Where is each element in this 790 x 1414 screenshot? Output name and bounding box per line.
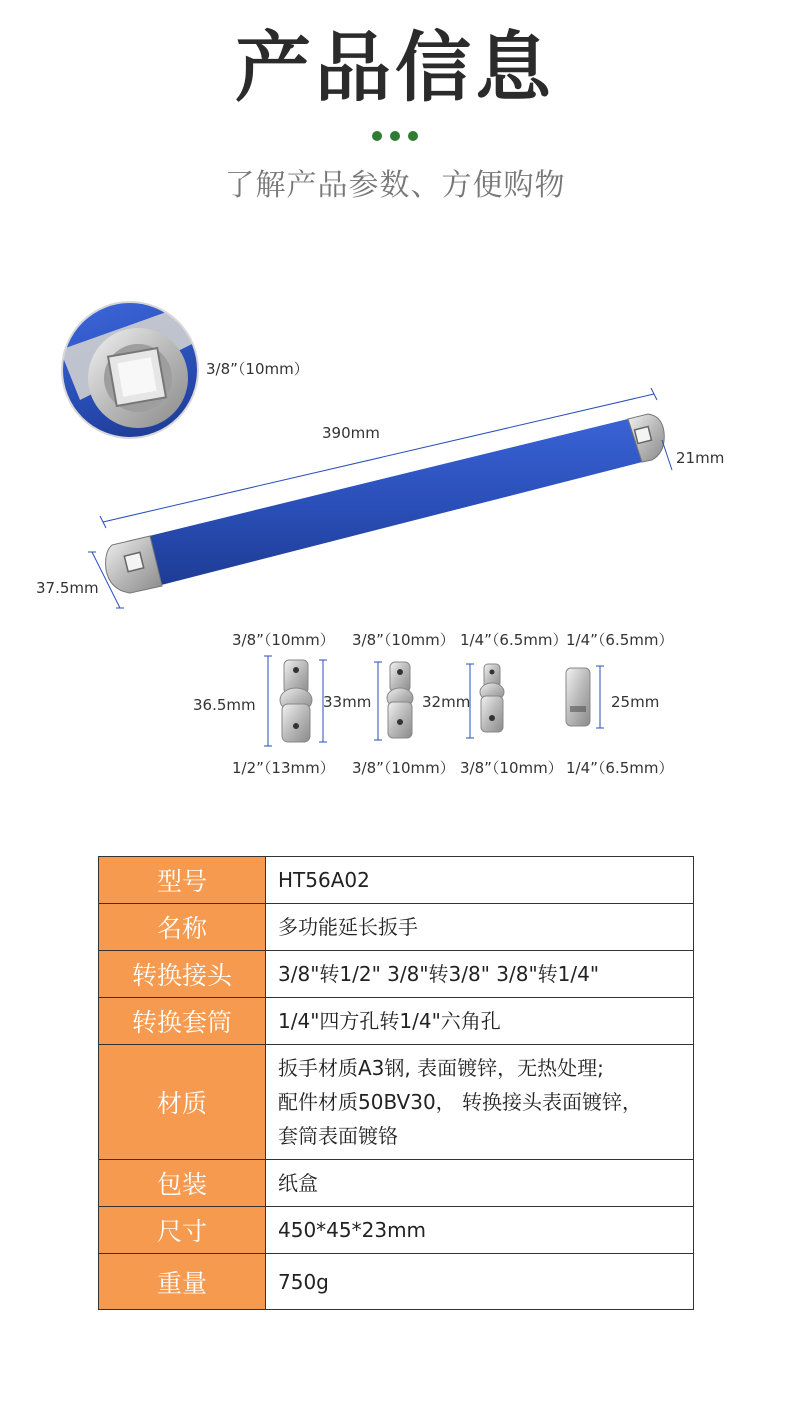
spec-key: 转换套筒 xyxy=(99,998,266,1045)
large-width-label: 37.5mm xyxy=(36,579,99,597)
adapter-height-label: 36.5mm xyxy=(193,696,256,714)
adapter-bottom-label: 1/2”（13mm） xyxy=(232,759,335,777)
adapter-height-label: 32mm xyxy=(422,693,471,711)
adapter-top-label: 3/8”（10mm） xyxy=(352,631,455,649)
spec-key: 材质 xyxy=(99,1045,266,1160)
table-row xyxy=(99,951,694,998)
spec-key: 型号 xyxy=(99,857,266,904)
adapter-height-label: 25mm xyxy=(611,693,660,711)
spec-key: 名称 xyxy=(99,904,266,951)
page-title: 产品信息 xyxy=(235,23,555,112)
drive-size-label: 3/8”（10mm） xyxy=(206,360,309,378)
divider-dots xyxy=(370,131,420,143)
adapter-bottom-label: 3/8”（10mm） xyxy=(352,759,455,777)
spec-value: 750g xyxy=(266,1254,694,1310)
table-row xyxy=(99,1254,694,1310)
page-subtitle: 了解产品参数、方便购物 xyxy=(224,168,566,203)
length-label: 390mm xyxy=(322,424,380,442)
spec-value: 多功能延长扳手 xyxy=(266,904,694,951)
adapter-top-label: 1/4”（6.5mm） xyxy=(566,631,674,649)
adapter-top-label: 3/8”（10mm） xyxy=(232,631,335,649)
spec-value: 纸盒 xyxy=(266,1160,694,1207)
wrench-illustration xyxy=(0,290,790,800)
dot-icon xyxy=(408,131,418,141)
spec-value: 1/4"四方孔转1/4"六角孔 xyxy=(266,998,694,1045)
table-row xyxy=(99,1045,694,1160)
product-figure xyxy=(0,290,790,800)
table-row xyxy=(99,998,694,1045)
dot-icon xyxy=(372,131,382,141)
adapter-bottom-label: 3/8”（10mm） xyxy=(460,759,563,777)
table-row xyxy=(99,904,694,951)
dot-icon xyxy=(390,131,400,141)
table-row xyxy=(99,857,694,904)
spec-key: 包装 xyxy=(99,1160,266,1207)
spec-key: 尺寸 xyxy=(99,1207,266,1254)
wrench-body-icon xyxy=(106,414,665,593)
adapter-bottom-label: 1/4”（6.5mm） xyxy=(566,759,674,777)
spec-value: HT56A02 xyxy=(266,857,694,904)
spec-key: 转换接头 xyxy=(99,951,266,998)
spec-table xyxy=(98,856,694,1310)
spec-value: 扳手材质A3钢, 表面镀锌，无热处理; 配件材质50BV30， 转换接头表面镀锌， 套筒表面镀铬 xyxy=(266,1045,694,1160)
spec-key: 重量 xyxy=(99,1254,266,1310)
spec-value: 450*45*23mm xyxy=(266,1207,694,1254)
small-width-label: 21mm xyxy=(676,449,725,467)
adapter-top-label: 1/4”（6.5mm） xyxy=(460,631,568,649)
table-row xyxy=(99,1160,694,1207)
drive-zoom-icon xyxy=(23,290,260,474)
adapter-height-label: 33mm xyxy=(323,693,372,711)
spec-value: 3/8"转1/2" 3/8"转3/8" 3/8"转1/4" xyxy=(266,951,694,998)
table-row xyxy=(99,1207,694,1254)
